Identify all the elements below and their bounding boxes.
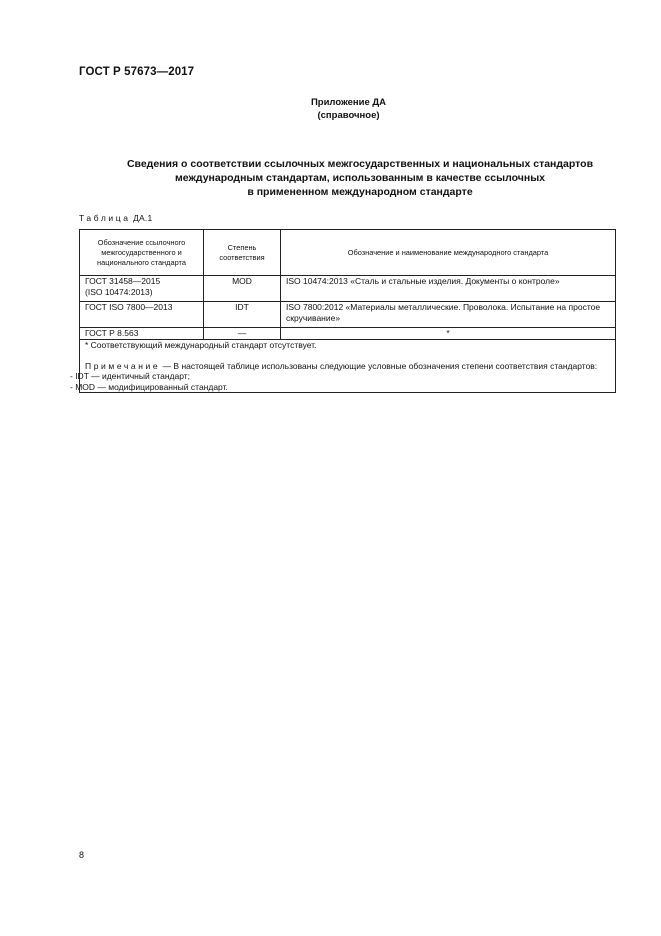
standard-code: ГОСТ 31458—2015 (85, 276, 161, 286)
table-row (80, 302, 616, 328)
note-word: Примечание (85, 360, 161, 371)
cell-degree: IDT (204, 302, 281, 328)
annex-header (0, 96, 661, 122)
document-code: ГОСТ Р 57673—2017 (79, 66, 195, 78)
standard-code-alt: (ISO 10474:2013) (85, 287, 153, 297)
cell-international: ISO 10474:2013 «Сталь и стальные изделия. Документы о контроле» (281, 276, 616, 302)
header-international-standard: Обозначение и наименование международного стандарта (281, 230, 616, 276)
cell-international: * (281, 328, 616, 340)
note-item: - IDT — идентичный стандарт; (70, 371, 191, 381)
note (85, 361, 610, 372)
heading-line-2: международным стандартам, использованным в качестве ссылочных (174, 172, 545, 184)
cell-degree: MOD (204, 276, 281, 302)
section-heading (60, 157, 660, 199)
cell-international: ISO 7800:2012 «Материалы металлические. Проволока. Испытание на простое скручивание» (281, 302, 616, 328)
heading-line-3: в примененном международном стандарте (247, 186, 473, 198)
table-caption-number: ДА.1 (130, 213, 153, 223)
table-caption (79, 213, 152, 223)
note-text: — В настоящей таблице использованы следующие условные обозначения степени соответствия стандартов: (160, 360, 598, 371)
table-row (80, 276, 616, 302)
cell-standard: ГОСТ Р 8.563 (80, 328, 204, 340)
cell-degree: — (204, 328, 281, 340)
heading-line-1: Сведения о соответствии ссылочных межгосударственных и национальных стандартов (126, 158, 594, 170)
table-notes (70, 340, 616, 393)
header-degree: Степень соответствия (204, 230, 281, 276)
table-row (80, 328, 616, 340)
annex-title: Приложение ДА (310, 97, 387, 108)
correspondence-table (70, 229, 616, 393)
annex-subtitle: (справочное) (317, 110, 380, 121)
cell-standard (80, 276, 204, 302)
header-national-standard: Обозначение ссылочного межгосударственного и национального стандарта (80, 230, 204, 276)
footnote: * Соответствующий международный стандарт отсутствует. (85, 340, 317, 350)
page-number: 8 (79, 850, 85, 860)
cell-standard: ГОСТ ISO 7800—2013 (80, 302, 204, 328)
table-notes-row (80, 340, 616, 393)
note-item: - MOD — модифицированный стандарт. (70, 381, 228, 392)
table-caption-word: Таблица (79, 213, 131, 223)
table-header-row (80, 230, 616, 276)
